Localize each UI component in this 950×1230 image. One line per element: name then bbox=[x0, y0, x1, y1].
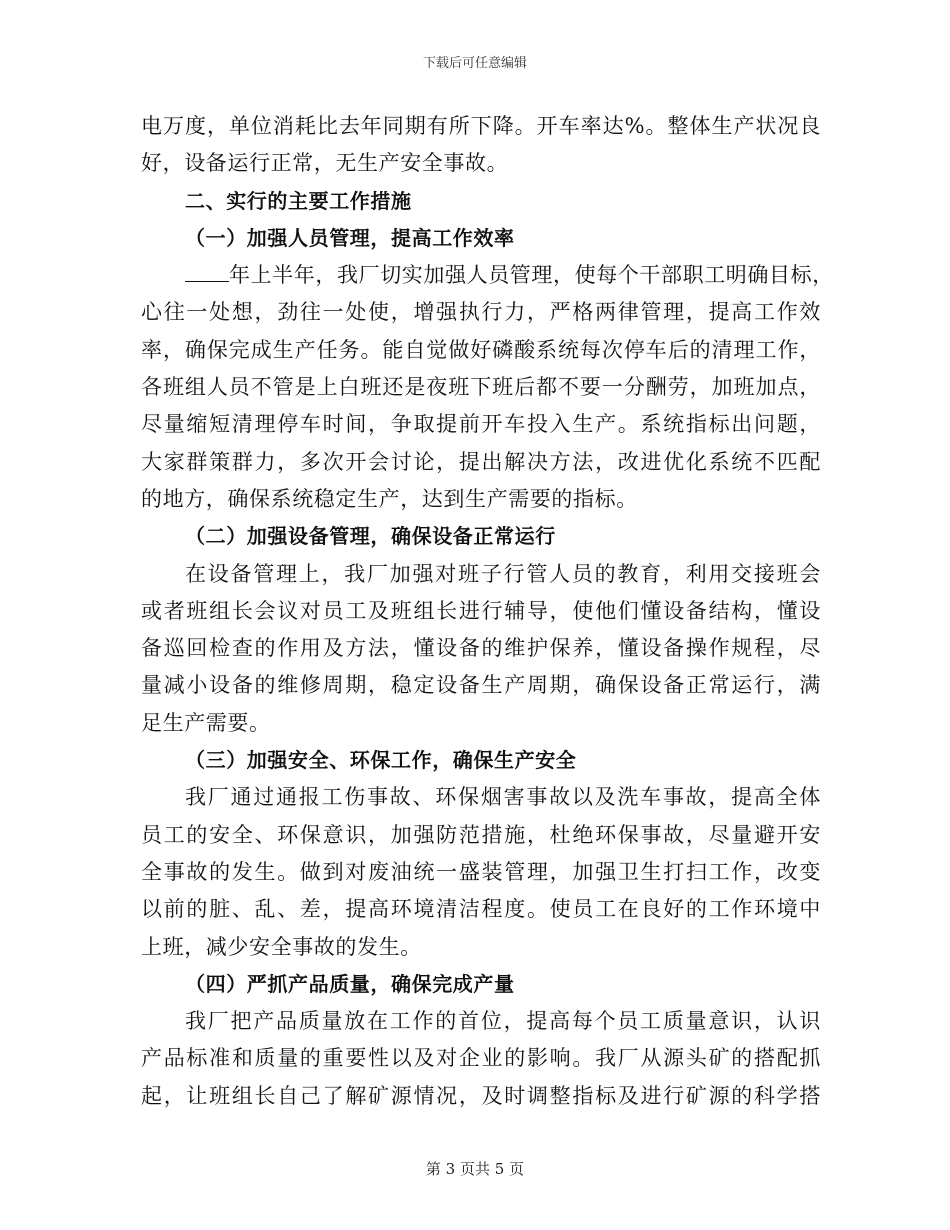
line-text: （一）加强人员管理，提高工作效率 bbox=[185, 225, 515, 250]
line-text: 尽量缩短清理停车时间，争取提前开车投入生产。系统指标出问题， bbox=[141, 412, 821, 437]
line-text: 量减小设备的维修周期，稳定设备生产周期，确保设备正常运行，满 bbox=[141, 673, 821, 698]
line-text: 足生产需要。 bbox=[141, 710, 271, 735]
text-line bbox=[141, 667, 821, 704]
text-line bbox=[141, 891, 821, 928]
text-line bbox=[141, 257, 834, 294]
text-line bbox=[141, 593, 821, 630]
page-header: 下载后可任意编辑 bbox=[422, 56, 527, 71]
line-text: 在设备管理上，我厂加强对班子行管人员的教育，利用交接班会 bbox=[185, 561, 821, 586]
page-footer: 第 3 页共 5 页 bbox=[425, 1160, 525, 1178]
section-heading bbox=[141, 220, 821, 257]
text-line bbox=[141, 294, 821, 331]
line-text: 大家群策群力，多次开会讨论，提出解决方法，改进优化系统不匹配 bbox=[141, 449, 821, 474]
line-text: 率，确保完成生产任务。能自觉做好磷酸系统每次停车后的清理工作， bbox=[141, 337, 821, 362]
text-line bbox=[141, 444, 821, 481]
line-text: 全事故的发生。做到对废油统一盛装管理，加强卫生打扫工作，改变 bbox=[141, 859, 821, 884]
text-line bbox=[141, 481, 821, 518]
text-line bbox=[141, 779, 821, 816]
text-line bbox=[141, 556, 821, 593]
text-line bbox=[141, 630, 821, 667]
text-line bbox=[141, 1040, 821, 1077]
line-text: 心往一处想，劲往一处使，增强执行力，严格两律管理，提高工作效 bbox=[141, 300, 821, 325]
line-text: 我厂通过通报工伤事故、环保烟害事故以及洗车事故，提高全体 bbox=[185, 785, 821, 810]
line-text: 员工的安全、环保意识，加强防范措施，杜绝环保事故，尽量避开安 bbox=[141, 822, 821, 847]
text-line bbox=[141, 929, 821, 966]
line-text: （三）加强安全、环保工作，确保生产安全 bbox=[185, 748, 577, 773]
section-heading bbox=[141, 183, 821, 220]
text-line bbox=[141, 1078, 821, 1115]
line-text: 各班组人员不管是上白班还是夜班下班后都不要一分酬劳，加班加点， bbox=[141, 375, 821, 400]
document-body bbox=[141, 108, 834, 1115]
line-text: 好，设备运行正常，无生产安全事故。 bbox=[141, 151, 509, 176]
blank-underline bbox=[185, 263, 229, 282]
line-text: 产品标准和质量的重要性以及对企业的影响。我厂从源头矿的搭配抓 bbox=[141, 1046, 821, 1071]
text-line bbox=[141, 369, 821, 406]
text-line bbox=[141, 817, 821, 854]
section-heading bbox=[141, 966, 821, 1003]
line-text: 我厂把产品质量放在工作的首位，提高每个员工质量意识，认识 bbox=[185, 1009, 821, 1034]
line-text: 备巡回检查的作用及方法，懂设备的维护保养，懂设备操作规程，尽 bbox=[141, 636, 821, 661]
line-text: 的地方，确保系统稳定生产，达到生产需要的指标。 bbox=[141, 486, 638, 511]
line-text: 年上半年，我厂切实加强人员管理，使每个干部职工明确目标， bbox=[229, 263, 834, 288]
line-text: 电万度，单位消耗比去年同期有所下降。开车率达%。整体生产状况良 bbox=[141, 114, 821, 138]
section-heading bbox=[141, 518, 821, 555]
text-line bbox=[141, 1003, 821, 1040]
line-text: 上班，减少安全事故的发生。 bbox=[141, 934, 422, 959]
text-line bbox=[141, 406, 821, 443]
text-line bbox=[141, 108, 821, 145]
text-line bbox=[141, 145, 821, 182]
line-text: （四）严抓产品质量，确保完成产量 bbox=[185, 971, 515, 996]
section-heading bbox=[141, 742, 821, 779]
line-text: 二、实行的主要工作措施 bbox=[185, 188, 412, 213]
text-line bbox=[141, 705, 821, 742]
line-text: 或者班组长会议对员工及班组长进行辅导，使他们懂设备结构，懂设 bbox=[141, 598, 821, 623]
line-text: 起，让班组长自己了解矿源情况，及时调整指标及进行矿源的科学搭 bbox=[141, 1083, 821, 1108]
text-line bbox=[141, 332, 821, 369]
text-line bbox=[141, 854, 821, 891]
line-text: （二）加强设备管理，确保设备正常运行 bbox=[185, 524, 556, 549]
line-text: 以前的脏、乱、差，提高环境清洁程度。使员工在良好的工作环境中 bbox=[141, 897, 821, 922]
